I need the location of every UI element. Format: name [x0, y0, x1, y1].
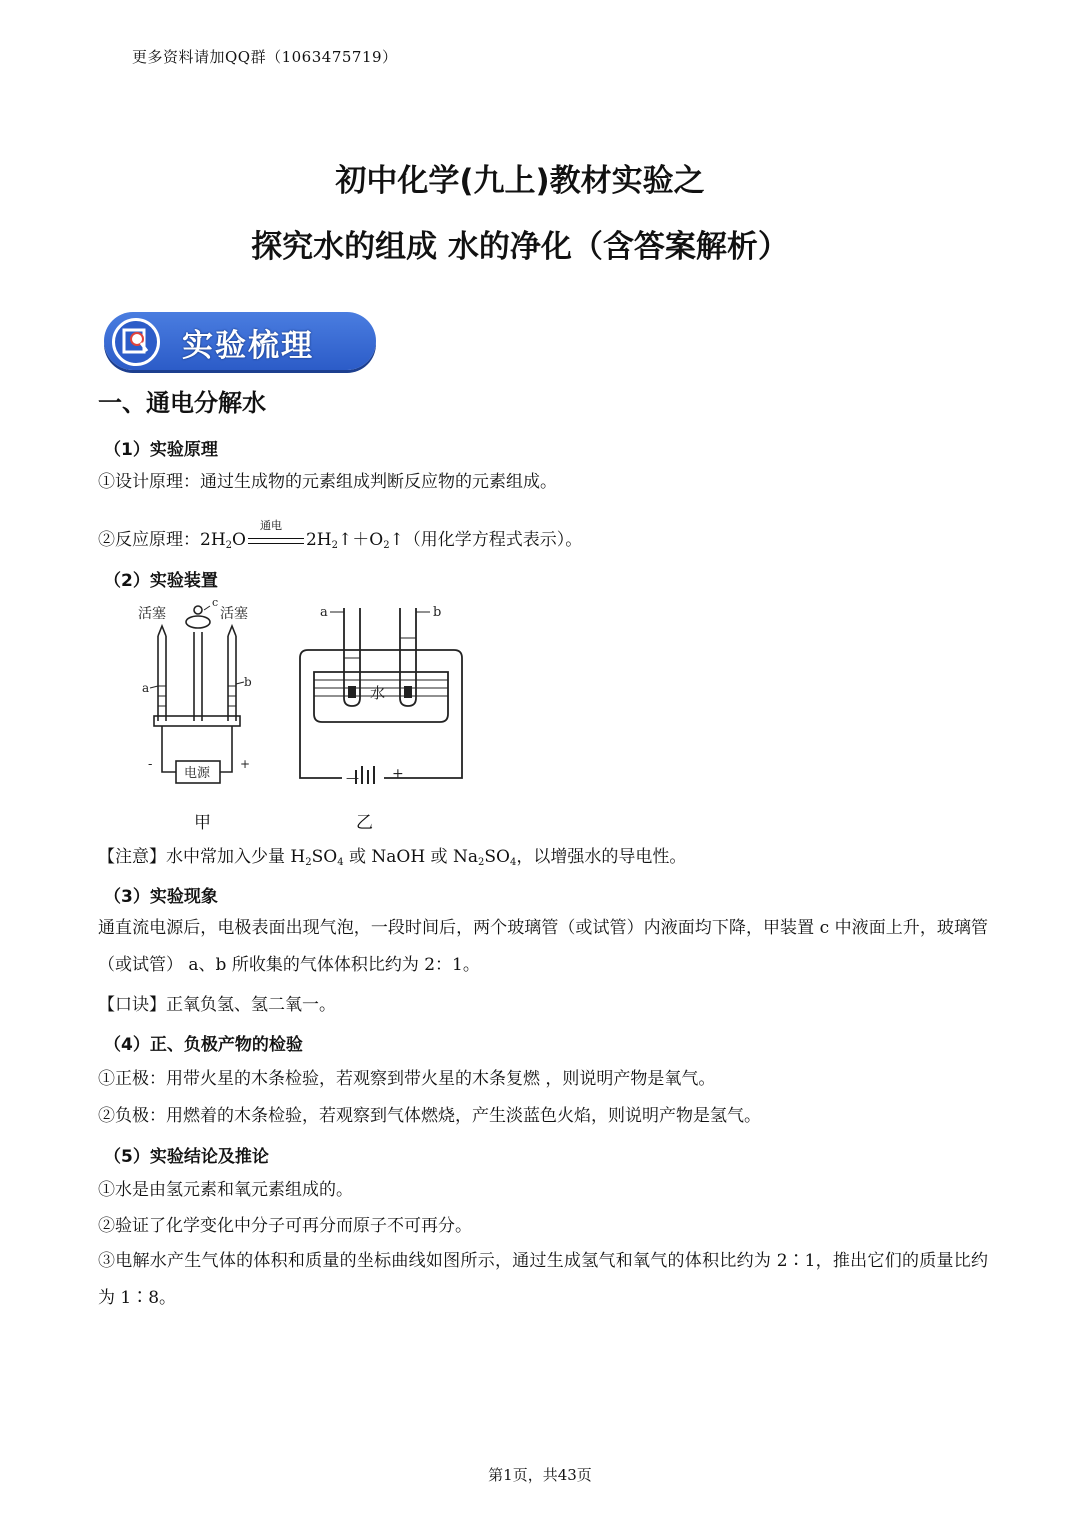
- page-title: 初中化学(九上)教材实验之: [335, 163, 705, 199]
- jia-power-label: 电源: [184, 766, 211, 781]
- principle-design: ①设计原理：通过生成物的元素组成判断反应物的元素组成。: [98, 472, 557, 492]
- caption-yi: 乙: [356, 813, 373, 833]
- jia-label-b: b: [244, 675, 252, 689]
- yi-plus: +: [392, 766, 404, 782]
- jia-piston-right: 活塞: [220, 606, 248, 622]
- principle-reaction: ②反应原理：$2H_2O$ 通电 $2H_2↑+O_2↑$（用化学方程式表示）。: [98, 518, 583, 551]
- header-note: 更多资料请加QQ群（1063475719）: [132, 48, 398, 66]
- sub2-heading: （2）实验装置: [104, 571, 218, 591]
- phenomenon-text: 通直流电源后，电极表面出现气泡，一段时间后，两个玻璃管（或试管）内液面均下降，甲装置 c 中液面上升，玻璃管（或试管） a、b 所收集的气体体积比约为 2：1。: [98, 918, 988, 975]
- section-badge: [104, 312, 376, 370]
- sub5-heading: （5）实验结论及推论: [104, 1147, 269, 1167]
- conclusion-3: ③电解水产生气体的体积和质量的坐标曲线如图所示，通过生成氢气和氧气的体积比约为 2∶1，推出它们的质量比约为 1∶8。: [98, 1251, 988, 1308]
- jia-plus: +: [240, 757, 251, 771]
- sub1-heading: （1）实验原理: [104, 440, 218, 460]
- apparatus-jia: [128, 596, 268, 800]
- caption-jia: 甲: [194, 813, 211, 833]
- jia-label-a: a: [142, 681, 150, 695]
- sub4-heading: （4）正、负极产物的检验: [104, 1035, 303, 1055]
- badge-label: 实验梳理: [182, 328, 314, 364]
- test-negative: ②负极：用燃着的木条检验，若观察到气体燃烧，产生淡蓝色火焰，则说明产物是氢气。: [98, 1106, 761, 1126]
- jia-piston-left: 活塞: [138, 606, 166, 622]
- section1-heading: 一、通电分解水: [98, 389, 266, 417]
- magnifier-icon: [112, 318, 160, 366]
- jia-minus: -: [148, 757, 153, 772]
- test-positive: ①正极：用带火星的木条检验，若观察到带火星的木条复燃 ，则说明产物是氧气。: [98, 1069, 716, 1089]
- yi-minus: —: [346, 771, 359, 784]
- yi-label-b: b: [433, 605, 442, 620]
- mnemonic: 【口诀】正氧负氢、氢二氧一。: [98, 995, 336, 1015]
- page-footer: 第1页，共43页: [488, 1466, 592, 1484]
- conclusion-2: ②验证了化学变化中分子可再分而原子不可再分。: [98, 1216, 472, 1236]
- yi-water-label: 水: [370, 684, 386, 702]
- sub3-heading: （3）实验现象: [104, 887, 218, 907]
- reaction-condition-sign: 通电: [246, 531, 306, 551]
- note-line: 【注意】水中常加入少量 $H_2SO_4$ 或 NaOH 或 $Na_2SO_4$，以增强水的导电性。: [98, 847, 687, 868]
- conclusion-1: ①水是由氢元素和氧元素组成的。: [98, 1180, 353, 1200]
- yi-label-a: a: [320, 605, 328, 620]
- page-subtitle: 探究水的组成 水的净化（含答案解析）: [251, 229, 789, 265]
- apparatus-yi: [296, 598, 466, 784]
- jia-label-c: c: [212, 596, 219, 609]
